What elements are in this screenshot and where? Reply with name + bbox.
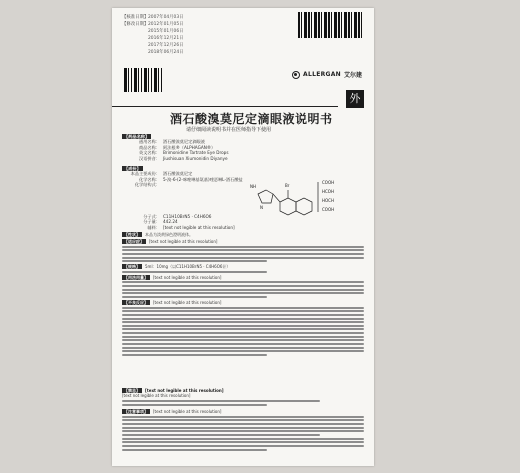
ingredients-field: [122, 182, 243, 187]
title-rule: [112, 100, 338, 107]
field-key: 英文名称：: [139, 150, 160, 156]
contraindication-line1: [text not legible at this resolution]: [145, 388, 224, 393]
date-value: 2015年01月06日: [148, 29, 184, 34]
date-value: 2012年01月05日: [148, 22, 184, 27]
section-label: 【规格】: [124, 263, 140, 269]
section-text: 5ml：10mg（以C11H10BrN5 · C4H6O6计）: [145, 263, 231, 269]
date-value: 2018年06月24日: [148, 50, 184, 55]
drug-name-label: 【药品名称】: [124, 134, 150, 139]
field-key: 本品主要成份：: [130, 171, 160, 177]
field-value: Brimonidine Tartrate Eye Drops: [163, 150, 229, 156]
approval-dates: [122, 14, 184, 56]
description-sections: [122, 232, 364, 358]
excipient-value: [text not legible at this resolution]: [163, 224, 235, 230]
contraindication-label: 【禁忌】: [124, 388, 140, 393]
date-key: 【核准日期】: [122, 15, 149, 20]
date-row: [122, 28, 184, 35]
document-subtitle: 请仔细阅读说明书并在医师指导下使用: [186, 127, 272, 133]
mw-value: 442.24: [163, 219, 178, 225]
field-value: 5-溴-6-(2-咪唑啉基氨基)喹恶啉L-酒石酸盐: [163, 176, 243, 182]
date-value: 2017年12月26日: [148, 43, 184, 48]
structure-nh: NH: [250, 184, 256, 189]
field-value: 酒石酸溴莫尼定: [163, 171, 193, 177]
section-text: 本品为淡黄绿色澄明液体。: [145, 232, 193, 237]
section-label: 【性状】: [124, 232, 140, 237]
structure-br: Br: [285, 183, 290, 188]
date-row: [122, 35, 184, 42]
drug_name-field: [122, 156, 229, 161]
date-key: [122, 28, 148, 35]
formula-value: C11H10BrN5 · C4H6O6: [163, 214, 212, 219]
insert-section: [122, 275, 364, 299]
section-label: 【不良反应】: [124, 299, 148, 305]
date-value: 2016年12月21日: [148, 36, 184, 41]
insert-section: [122, 300, 364, 356]
brand-logo: [292, 70, 362, 79]
structure-n: N: [260, 205, 263, 210]
field-key: 汉语拼音：: [139, 155, 160, 161]
field-value: Jiushisuan Xiumonidin Diyanye: [163, 155, 228, 161]
acid-group-4: COOH: [322, 207, 335, 212]
date-key: 【修改日期】: [122, 22, 149, 27]
date-row: [122, 42, 184, 49]
section-label: 【用法用量】: [124, 274, 148, 280]
precautions-line1: [text not legible at this resolution]: [153, 408, 222, 414]
section-text: [text not legible at this resolution]: [149, 238, 218, 244]
date-key: [122, 35, 148, 42]
field-key: 化学结构式：: [134, 182, 160, 188]
date-key: [122, 49, 148, 56]
date-row: [122, 21, 184, 28]
excipient-key: 辅料：: [147, 224, 160, 230]
field-key: 化学名称：: [139, 176, 160, 182]
insert-section: [122, 264, 364, 273]
brand-name-en: ALLERGAN: [303, 71, 341, 78]
date-row: [122, 49, 184, 56]
insert-section: [122, 239, 364, 263]
field-value: 阿法根®（ALPHAGAN®）: [163, 144, 216, 150]
external-use-badge: 外: [346, 90, 364, 108]
date-key: [122, 42, 148, 49]
field-key: 通用名称：: [139, 139, 160, 145]
allergan-logo-icon: [292, 71, 300, 79]
insert-sheet: [112, 8, 374, 466]
mw-key: 分子量：: [143, 219, 160, 225]
contraindication-line2: [text not legible at this resolution]: [122, 393, 191, 399]
acid-group-3: HOCH: [322, 198, 334, 203]
formula-key: 分子式：: [143, 214, 160, 219]
document-title: 酒石酸溴莫尼定滴眼液说明书: [170, 112, 333, 126]
insert-section: [122, 232, 364, 237]
bottom-sections: [122, 388, 364, 452]
field-value: 酒石酸溴莫尼定滴眼液: [163, 139, 205, 145]
formula-section: [122, 214, 235, 230]
acid-group-2: HCOH: [322, 189, 334, 194]
precautions-label: 【注意事项】: [124, 408, 148, 414]
section-text: [text not legible at this resolution]: [153, 274, 222, 280]
date-row: [122, 14, 184, 21]
ingredients-label: 【成份】: [124, 166, 141, 171]
section-label: 【适应症】: [124, 238, 144, 244]
section-text: [text not legible at this resolution]: [153, 299, 222, 305]
barcode-left: [124, 68, 164, 92]
chemical-structure: [240, 176, 350, 232]
ingredients-section: [122, 166, 243, 188]
acid-group-1: COOH: [322, 180, 335, 185]
field-key: 商品名称：: [139, 144, 160, 150]
brand-name-cn: 艾尔建: [344, 72, 363, 79]
drug-name-section: [122, 134, 229, 161]
date-value: 2007年04月03日: [148, 15, 184, 20]
barcode-top: [298, 12, 364, 38]
